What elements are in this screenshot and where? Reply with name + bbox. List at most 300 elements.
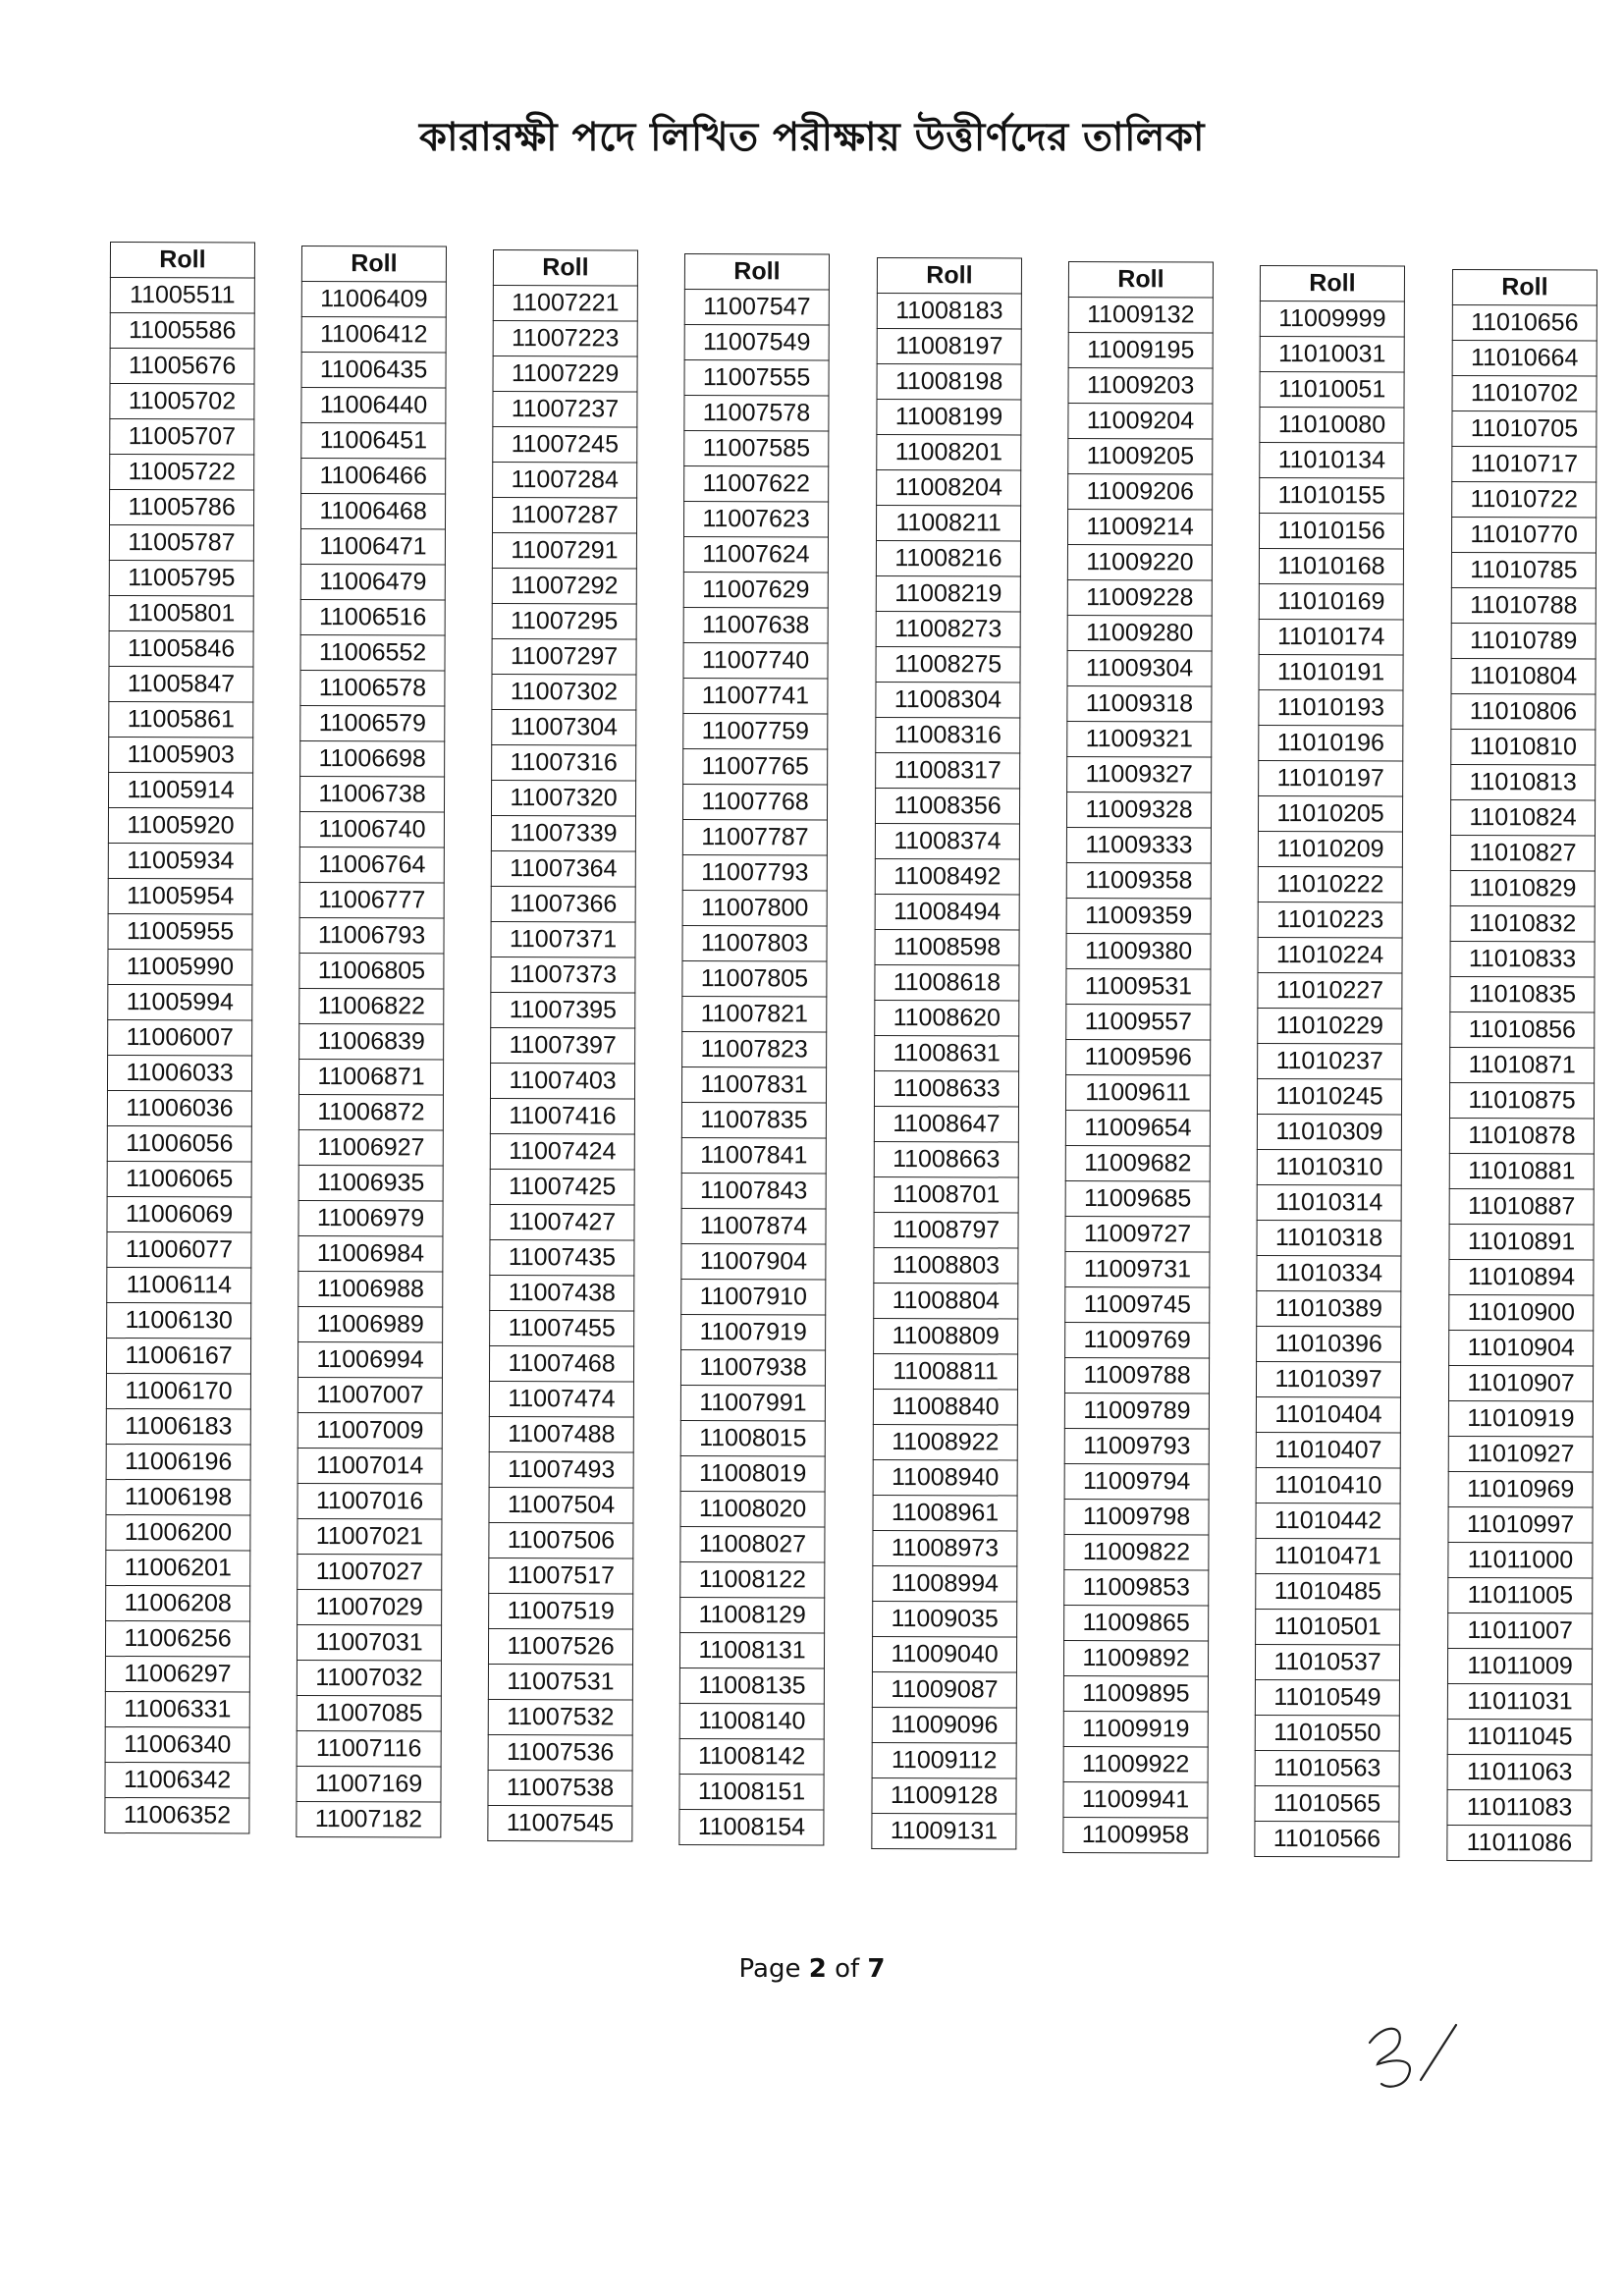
table-row [684, 325, 829, 361]
roll-number-cell: 11006872 [298, 1094, 443, 1130]
roll-number-cell: 11008129 [680, 1597, 825, 1633]
roll-number-cell: 11009205 [1068, 439, 1213, 475]
roll-number-cell: 11009557 [1066, 1004, 1211, 1040]
table-row [876, 646, 1020, 683]
table-row [1256, 1396, 1400, 1433]
roll-number-cell: 11007007 [298, 1377, 442, 1413]
table-row [876, 506, 1020, 542]
table-row [682, 1031, 827, 1067]
roll-number-cell: 11007787 [682, 819, 827, 855]
roll-number-cell: 11006698 [300, 740, 445, 777]
table-row [876, 752, 1020, 789]
roll-number-cell: 11007519 [489, 1593, 633, 1629]
roll-number-cell: 11007843 [681, 1173, 826, 1209]
table-row [300, 599, 445, 635]
roll-number-cell: 11007316 [492, 744, 636, 781]
roll-number-cell: 11005786 [109, 490, 253, 526]
table-row [1065, 1286, 1210, 1323]
roll-number-cell: 11007237 [493, 392, 637, 428]
table-row [490, 1133, 634, 1170]
roll-number-cell: 11007623 [683, 502, 828, 538]
roll-number-cell: 11007841 [681, 1137, 826, 1174]
table-row [1255, 1715, 1399, 1751]
roll-number-cell: 11007397 [491, 1027, 635, 1064]
roll-number-cell: 11009685 [1065, 1180, 1210, 1217]
table-row [491, 957, 635, 993]
roll-number-cell: 11007366 [491, 886, 635, 922]
table-row [683, 713, 828, 749]
roll-number-cell: 11007823 [682, 1031, 827, 1067]
roll-number-cell: 11008811 [873, 1353, 1017, 1390]
table-row [106, 1338, 250, 1374]
roll-number-cell: 11008122 [680, 1561, 825, 1598]
roll-number-cell: 11009228 [1067, 579, 1212, 616]
table-row [1066, 1004, 1211, 1040]
table-row [297, 1801, 441, 1837]
table-row [1447, 1789, 1592, 1826]
table-row [1447, 1825, 1592, 1861]
roll-number-cell: 11007291 [492, 533, 636, 570]
roll-number-cell: 11010396 [1257, 1326, 1401, 1362]
table-row [492, 498, 636, 534]
table-row [874, 1283, 1018, 1319]
table-row [1259, 654, 1403, 690]
roll-column-header: Roll [110, 243, 254, 279]
table-row [1068, 439, 1213, 475]
table-row [493, 463, 637, 499]
table-row [1064, 1428, 1209, 1464]
table-row [1258, 902, 1402, 938]
roll-number-cell: 11010537 [1255, 1644, 1399, 1680]
table-row [492, 674, 636, 710]
roll-number-cell: 11010904 [1449, 1330, 1594, 1366]
table-row [683, 748, 828, 785]
roll-number-cell: 11006935 [298, 1165, 443, 1201]
table-row [1448, 1436, 1593, 1472]
table-row [1452, 411, 1597, 448]
table-row [1255, 1785, 1399, 1822]
table-row [299, 776, 444, 812]
roll-number-cell: 11007910 [681, 1279, 826, 1315]
table-row [1257, 1255, 1401, 1291]
table-row [301, 388, 446, 424]
table-row [1067, 545, 1212, 581]
roll-number-cell: 11007532 [488, 1699, 632, 1735]
roll-number-cell: 11007292 [492, 568, 636, 604]
table-row [109, 525, 253, 562]
roll-number-cell: 11009922 [1063, 1746, 1208, 1782]
table-row [299, 811, 444, 847]
roll-number-cell: 11010174 [1259, 619, 1403, 655]
table-row [1068, 368, 1213, 405]
roll-number-cell: 11008015 [680, 1420, 825, 1456]
table-row [108, 772, 252, 808]
roll-number-cell: 11010832 [1450, 905, 1595, 942]
roll-number-cell: 11010829 [1450, 870, 1595, 906]
roll-number-cell: 11006130 [107, 1302, 251, 1339]
table-row [105, 1762, 249, 1798]
table-row [488, 1770, 632, 1806]
table-row [490, 1239, 634, 1276]
table-row [1065, 1145, 1210, 1181]
table-row [1258, 937, 1402, 973]
roll-number-cell: 11007403 [490, 1063, 634, 1099]
roll-number-cell: 11008131 [679, 1632, 824, 1668]
table-row [492, 603, 636, 639]
table-row [492, 709, 636, 745]
table-row [489, 1381, 633, 1417]
table-row [875, 929, 1019, 965]
roll-number-cell: 11010566 [1255, 1821, 1399, 1857]
roll-number-cell: 11006479 [300, 564, 445, 600]
table-row [493, 286, 637, 322]
roll-number-cell: 11007536 [488, 1734, 632, 1771]
roll-number-cell: 11008494 [875, 894, 1019, 930]
roll-number-cell: 11008183 [877, 294, 1021, 330]
table-row [1064, 1463, 1209, 1500]
table-row [110, 313, 254, 350]
table-row [1449, 1259, 1594, 1295]
table-row [491, 992, 635, 1028]
roll-number-cell: 11005511 [110, 278, 254, 314]
roll-number-cell: 11010856 [1450, 1011, 1595, 1048]
table-row [681, 1279, 826, 1315]
roll-number-cell: 11010334 [1257, 1255, 1401, 1291]
roll-number-cell: 11006056 [107, 1125, 251, 1162]
table-row [877, 400, 1021, 436]
table-row [1066, 792, 1211, 828]
roll-number-cell: 11010827 [1450, 835, 1595, 871]
roll-number-cell: 11007297 [492, 638, 636, 675]
table-row [301, 423, 446, 460]
table-row [682, 819, 827, 855]
table-row [1067, 579, 1212, 616]
roll-number-cell: 11010169 [1259, 583, 1403, 620]
table-row [1450, 941, 1595, 977]
roll-number-cell: 11006007 [108, 1019, 252, 1056]
roll-number-cell: 11009321 [1067, 721, 1212, 757]
roll-table-6 [1062, 261, 1214, 1854]
roll-number-cell: 11007538 [488, 1770, 632, 1806]
roll-number-cell: 11007287 [492, 498, 636, 534]
table-row [1256, 1467, 1400, 1503]
table-row [1258, 866, 1402, 902]
roll-number-cell: 11006740 [299, 811, 444, 847]
table-row [872, 1777, 1016, 1814]
roll-number-cell: 11005722 [110, 455, 254, 491]
table-row [1068, 298, 1213, 334]
roll-column-header: Roll [493, 250, 637, 287]
roll-number-cell: 11008219 [876, 575, 1020, 612]
roll-number-cell: 11010927 [1448, 1436, 1593, 1472]
roll-number-cell: 11009220 [1067, 545, 1212, 581]
table-row [300, 670, 445, 706]
table-header-row [877, 258, 1021, 295]
roll-number-cell: 11006331 [105, 1691, 249, 1727]
roll-number-cell: 11005787 [109, 525, 253, 562]
table-row [873, 1495, 1017, 1531]
roll-number-cell: 11007938 [680, 1349, 825, 1386]
table-row [1258, 1008, 1402, 1044]
table-row [1259, 760, 1403, 796]
roll-column-header: Roll [1260, 266, 1404, 302]
roll-number-cell: 11005934 [108, 843, 252, 879]
roll-number-cell: 11008804 [874, 1283, 1018, 1319]
roll-number-cell: 11009895 [1063, 1675, 1208, 1712]
roll-number-cell: 11010485 [1256, 1573, 1400, 1610]
roll-number-cell: 11010969 [1448, 1471, 1593, 1507]
table-row [683, 502, 828, 538]
roll-number-cell: 11006196 [106, 1444, 250, 1480]
roll-number-cell: 11007284 [493, 463, 637, 499]
table-row [683, 607, 828, 643]
table-row [297, 1730, 441, 1767]
table-row [683, 537, 828, 574]
roll-number-cell: 11009132 [1068, 298, 1213, 334]
table-row [874, 1176, 1018, 1213]
roll-number-cell: 11007531 [488, 1664, 632, 1700]
table-row [874, 1318, 1018, 1354]
table-row [872, 1636, 1016, 1672]
roll-number-cell: 11006340 [105, 1726, 249, 1763]
roll-number-cell: 11007425 [490, 1169, 634, 1205]
table-row [491, 815, 635, 851]
roll-column-header: Roll [1452, 270, 1597, 306]
roll-number-cell: 11007474 [489, 1381, 633, 1417]
roll-number-cell: 11007622 [684, 466, 829, 503]
roll-number-cell: 11009892 [1063, 1640, 1208, 1676]
roll-number-cell: 11006805 [299, 953, 444, 989]
table-row [1452, 376, 1597, 412]
roll-number-cell: 11006077 [107, 1231, 251, 1268]
table-row [1447, 1754, 1592, 1790]
roll-number-cell: 11007821 [682, 996, 827, 1032]
roll-number-cell: 11008201 [877, 435, 1021, 471]
roll-number-cell: 11007302 [492, 674, 636, 710]
roll-number-cell: 11008273 [876, 611, 1020, 647]
roll-number-cell: 11007027 [298, 1554, 442, 1590]
table-row [493, 356, 637, 393]
roll-table-5 [871, 257, 1022, 1850]
roll-number-cell: 11008204 [877, 470, 1021, 507]
table-row [110, 419, 254, 456]
roll-number-cell: 11009958 [1063, 1817, 1208, 1853]
table-row [489, 1487, 633, 1523]
table-row [106, 1408, 250, 1445]
roll-number-cell: 11005903 [109, 737, 253, 773]
table-row [298, 1554, 442, 1590]
table-row [873, 1601, 1017, 1637]
table-row [873, 1459, 1017, 1496]
roll-number-cell: 11005801 [109, 595, 253, 631]
table-row [301, 282, 446, 318]
table-row [300, 740, 445, 777]
roll-number-cell: 11011063 [1447, 1754, 1592, 1790]
roll-number-cell: 11007085 [297, 1695, 441, 1731]
table-row [491, 886, 635, 922]
table-row [1452, 341, 1597, 377]
table-row [1256, 1573, 1400, 1610]
table-row [298, 1059, 443, 1095]
roll-number-cell: 11006200 [106, 1514, 250, 1551]
roll-number-cell: 11010900 [1449, 1294, 1594, 1331]
roll-number-cell: 11010191 [1259, 654, 1403, 690]
table-row [876, 541, 1020, 577]
roll-number-cell: 11005702 [110, 384, 254, 420]
table-row [1066, 898, 1211, 934]
table-row [298, 1518, 442, 1555]
table-row [682, 854, 827, 891]
roll-number-cell: 11009195 [1068, 333, 1213, 369]
table-row [1449, 1118, 1594, 1154]
table-row [680, 1420, 825, 1456]
roll-number-cell: 11010565 [1255, 1785, 1399, 1822]
table-row [108, 843, 252, 879]
table-row [872, 1813, 1016, 1849]
table-row [1451, 587, 1596, 624]
roll-number-cell: 11007740 [683, 642, 828, 679]
roll-number-cell: 11007395 [491, 992, 635, 1028]
table-row [109, 737, 253, 773]
table-row [1452, 482, 1597, 519]
roll-number-cell: 11005954 [108, 878, 252, 914]
table-row [1449, 1294, 1594, 1331]
table-row [1066, 968, 1211, 1005]
table-row [1064, 1393, 1209, 1429]
roll-number-cell: 11006839 [299, 1023, 444, 1060]
table-row [1260, 478, 1404, 515]
roll-number-cell: 11010031 [1260, 337, 1404, 373]
roll-number-cell: 11010155 [1260, 478, 1404, 515]
table-row [1065, 1074, 1210, 1111]
roll-number-cell: 11008701 [874, 1176, 1018, 1213]
roll-number-cell: 11010407 [1256, 1432, 1400, 1468]
table-row [1447, 1683, 1592, 1720]
roll-number-cell: 11006114 [107, 1267, 251, 1303]
roll-number-cell: 11007555 [684, 360, 829, 397]
roll-number-cell: 11010788 [1451, 587, 1596, 624]
roll-number-cell: 11010501 [1256, 1609, 1400, 1645]
roll-table-7 [1254, 265, 1405, 1858]
table-header-row [493, 250, 637, 287]
table-row [679, 1738, 824, 1775]
roll-number-cell: 11009040 [872, 1636, 1016, 1672]
roll-number-cell: 11010209 [1258, 831, 1402, 867]
table-row [1451, 623, 1596, 659]
roll-number-cell: 11009853 [1064, 1569, 1209, 1606]
table-row [493, 392, 637, 428]
table-row [1450, 835, 1595, 871]
table-row [110, 278, 254, 314]
table-row [873, 1530, 1017, 1566]
roll-number-cell: 11007016 [298, 1483, 442, 1519]
table-row [488, 1805, 632, 1841]
table-row [489, 1451, 633, 1488]
roll-number-cell: 11010314 [1257, 1184, 1401, 1221]
table-row [489, 1416, 633, 1452]
roll-number-cell: 11010813 [1451, 764, 1596, 800]
table-row [679, 1703, 824, 1739]
roll-column-header: Roll [1068, 262, 1213, 299]
table-row [107, 1090, 251, 1126]
table-row [1066, 862, 1211, 899]
roll-number-cell: 11006578 [300, 670, 445, 706]
table-row [1258, 1043, 1402, 1079]
table-row [1064, 1499, 1209, 1535]
roll-number-cell: 11008317 [876, 752, 1020, 789]
table-row [491, 850, 635, 887]
roll-number-cell: 11011086 [1447, 1825, 1592, 1861]
roll-number-cell: 11009822 [1064, 1534, 1209, 1570]
roll-number-cell: 11007741 [683, 678, 828, 714]
table-row [105, 1656, 249, 1692]
table-row [1449, 1330, 1594, 1366]
table-row [681, 1173, 826, 1209]
roll-number-cell: 11009203 [1068, 368, 1213, 405]
table-row [106, 1479, 250, 1515]
roll-number-cell: 11005795 [109, 560, 253, 596]
total-pages: 7 [867, 1954, 886, 1984]
table-row [492, 568, 636, 604]
table-row [679, 1667, 824, 1704]
table-row [1257, 1078, 1401, 1115]
table-row [297, 1766, 441, 1802]
table-row [299, 917, 444, 954]
table-row [1260, 443, 1404, 479]
roll-number-cell: 11007800 [682, 890, 827, 926]
roll-number-cell: 11006069 [107, 1196, 251, 1232]
roll-number-cell: 11007455 [490, 1310, 634, 1346]
table-row [875, 1035, 1019, 1071]
roll-number-cell: 11007759 [683, 713, 828, 749]
roll-number-cell: 11007835 [681, 1102, 826, 1138]
roll-number-cell: 11009131 [872, 1813, 1016, 1849]
table-row [679, 1632, 824, 1668]
roll-number-cell: 11010835 [1450, 976, 1595, 1012]
roll-number-cell: 11008620 [875, 1000, 1019, 1036]
roll-number-cell: 11011031 [1447, 1683, 1592, 1720]
roll-number-cell: 11008151 [679, 1774, 824, 1810]
table-row [1257, 1326, 1401, 1362]
table-row [1257, 1290, 1401, 1327]
table-row [874, 1247, 1018, 1284]
table-row [110, 349, 254, 385]
table-row [874, 1212, 1018, 1248]
roll-number-cell: 11010705 [1452, 411, 1597, 448]
roll-number-cell: 11009112 [872, 1742, 1016, 1778]
table-row [1448, 1506, 1593, 1543]
roll-number-cell: 11009327 [1067, 756, 1212, 793]
table-row [297, 1660, 441, 1696]
roll-table-2 [296, 246, 447, 1838]
roll-number-cell: 11010702 [1452, 376, 1597, 412]
roll-number-cell: 11011009 [1447, 1648, 1592, 1684]
table-row [1258, 972, 1402, 1009]
table-row [107, 1125, 251, 1162]
roll-number-cell: 11010656 [1452, 305, 1597, 342]
table-row [108, 878, 252, 914]
roll-number-cell: 11006170 [106, 1373, 250, 1409]
table-row [877, 470, 1021, 507]
roll-number-cell: 11006352 [105, 1797, 249, 1833]
roll-number-cell: 11008020 [680, 1491, 825, 1527]
table-row [681, 1066, 826, 1103]
roll-number-cell: 11010717 [1452, 447, 1597, 483]
roll-number-cell: 11007638 [683, 607, 828, 643]
table-row [877, 294, 1021, 330]
roll-number-cell: 11007805 [682, 960, 827, 997]
roll-number-cell: 11007032 [297, 1660, 441, 1696]
